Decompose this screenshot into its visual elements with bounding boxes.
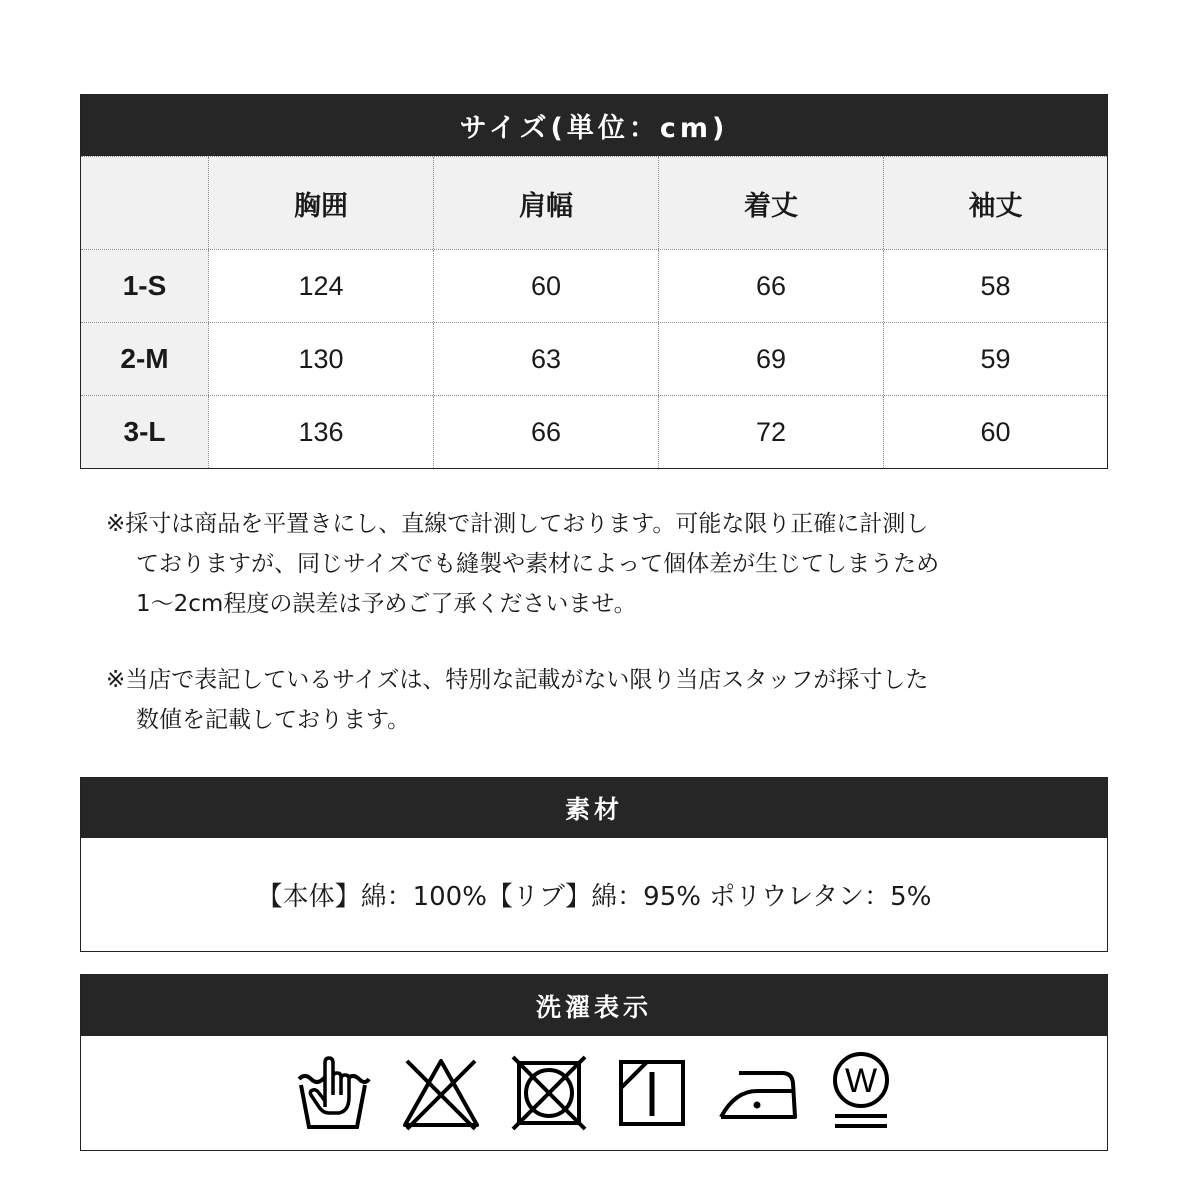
wet-clean-gentle-icon: [829, 1050, 893, 1136]
size-display-note: [106, 660, 1066, 740]
material-title: 素材: [81, 778, 1107, 838]
header-cell-length: 着丈: [658, 157, 883, 249]
svg-text:W: W: [844, 1062, 878, 1100]
care-title: 洗濯表示: [81, 975, 1107, 1036]
table-cell: 59: [883, 323, 1107, 395]
table-cell: 60: [883, 396, 1107, 468]
note-line: ※当店で表記しているサイズは、特別な記載がない限り当店スタッフが採寸した: [106, 667, 929, 693]
table-cell: 136: [208, 396, 433, 468]
no-tumble-dry-icon: [511, 1055, 587, 1131]
material-text: 【本体】綿：100%【リブ】綿：95% ポリウレタン：5%: [256, 882, 932, 912]
table-cell: 63: [433, 323, 658, 395]
size-label: 2-M: [81, 323, 208, 395]
note-line: 1〜2cm程度の誤差は予めご了承くださいませ。: [136, 591, 637, 617]
drip-dry-shade-icon: [617, 1058, 687, 1128]
header-cell-chest: 胸囲: [208, 157, 433, 249]
size-table-title: サイズ(単位：cm): [81, 95, 1107, 156]
size-label: 1-S: [81, 250, 208, 322]
no-bleach-icon: [401, 1055, 481, 1131]
iron-low-icon: [717, 1063, 799, 1123]
table-header-row: [81, 156, 1107, 249]
table-row: [81, 395, 1107, 468]
note-line: ※採寸は商品を平置きにし、直線で計測しております。可能な限り正確に計測し: [106, 511, 929, 537]
table-row: [81, 249, 1107, 322]
header-cell-empty: [81, 157, 208, 249]
care-section: [80, 974, 1108, 1151]
table-cell: 124: [208, 250, 433, 322]
table-cell: 69: [658, 323, 883, 395]
table-cell: 58: [883, 250, 1107, 322]
header-cell-sleeve: 袖丈: [883, 157, 1107, 249]
table-row: [81, 322, 1107, 395]
care-icons: [81, 1036, 1107, 1150]
table-cell: 130: [208, 323, 433, 395]
size-table: [80, 94, 1108, 469]
material-section: [80, 777, 1108, 952]
table-cell: 72: [658, 396, 883, 468]
size-label: 3-L: [81, 396, 208, 468]
table-cell: 66: [433, 396, 658, 468]
note-line: 数値を記載しております。: [136, 707, 411, 733]
hand-wash-icon: [295, 1055, 371, 1131]
note-line: ておりますが、同じサイズでも縫製や素材によって個体差が生じてしまうため: [136, 551, 940, 577]
table-cell: 60: [433, 250, 658, 322]
measurement-note: [106, 504, 1066, 624]
header-cell-shoulder: 肩幅: [433, 157, 658, 249]
table-cell: 66: [658, 250, 883, 322]
